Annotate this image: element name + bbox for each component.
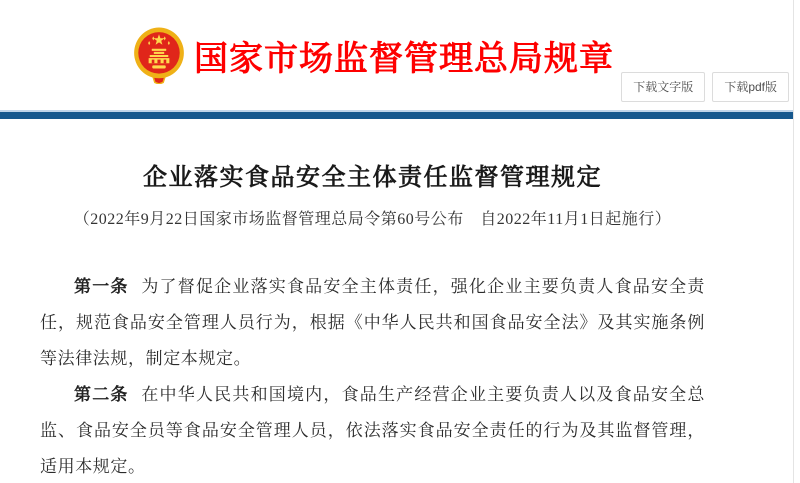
download-pdf-button[interactable]: 下载pdf版 [712,72,789,102]
download-text-button[interactable]: 下载文字版 [621,72,705,102]
regulation-article [0,161,793,483]
blue-divider-bar [0,110,793,119]
article-paragraph-2 [40,377,705,483]
article-1-number: 第一条 [74,277,129,296]
article-2-number: 第二条 [74,385,129,404]
download-button-group [621,72,789,102]
site-brand [133,27,614,84]
article-1-text: 为了督促企业落实食品安全主体责任，强化企业主要负责人食品安全责任，规范食品安全管理人员行为，根据《中华人民共和国食品安全法》及其实施条例等法律法规，制定本规定。 [40,277,705,368]
document-issuance-note: （2022年9月22日国家市场监督管理总局令第60号公布 自2022年11月1日起施行） [73,211,672,228]
site-header [0,0,793,110]
document-body [40,269,705,483]
article-2-text: 在中华人民共和国境内，食品生产经营企业主要负责人以及食品安全总监、食品安全员等食品安全管理人员，依法落实食品安全责任的行为及其监督管理，适用本规定。 [40,385,705,476]
site-title: 国家市场监督管理总局规章 [194,41,614,78]
document-title: 企业落实食品安全主体责任监督管理规定 [143,165,602,191]
article-paragraph-1 [40,269,705,377]
national-emblem-icon [133,27,185,84]
